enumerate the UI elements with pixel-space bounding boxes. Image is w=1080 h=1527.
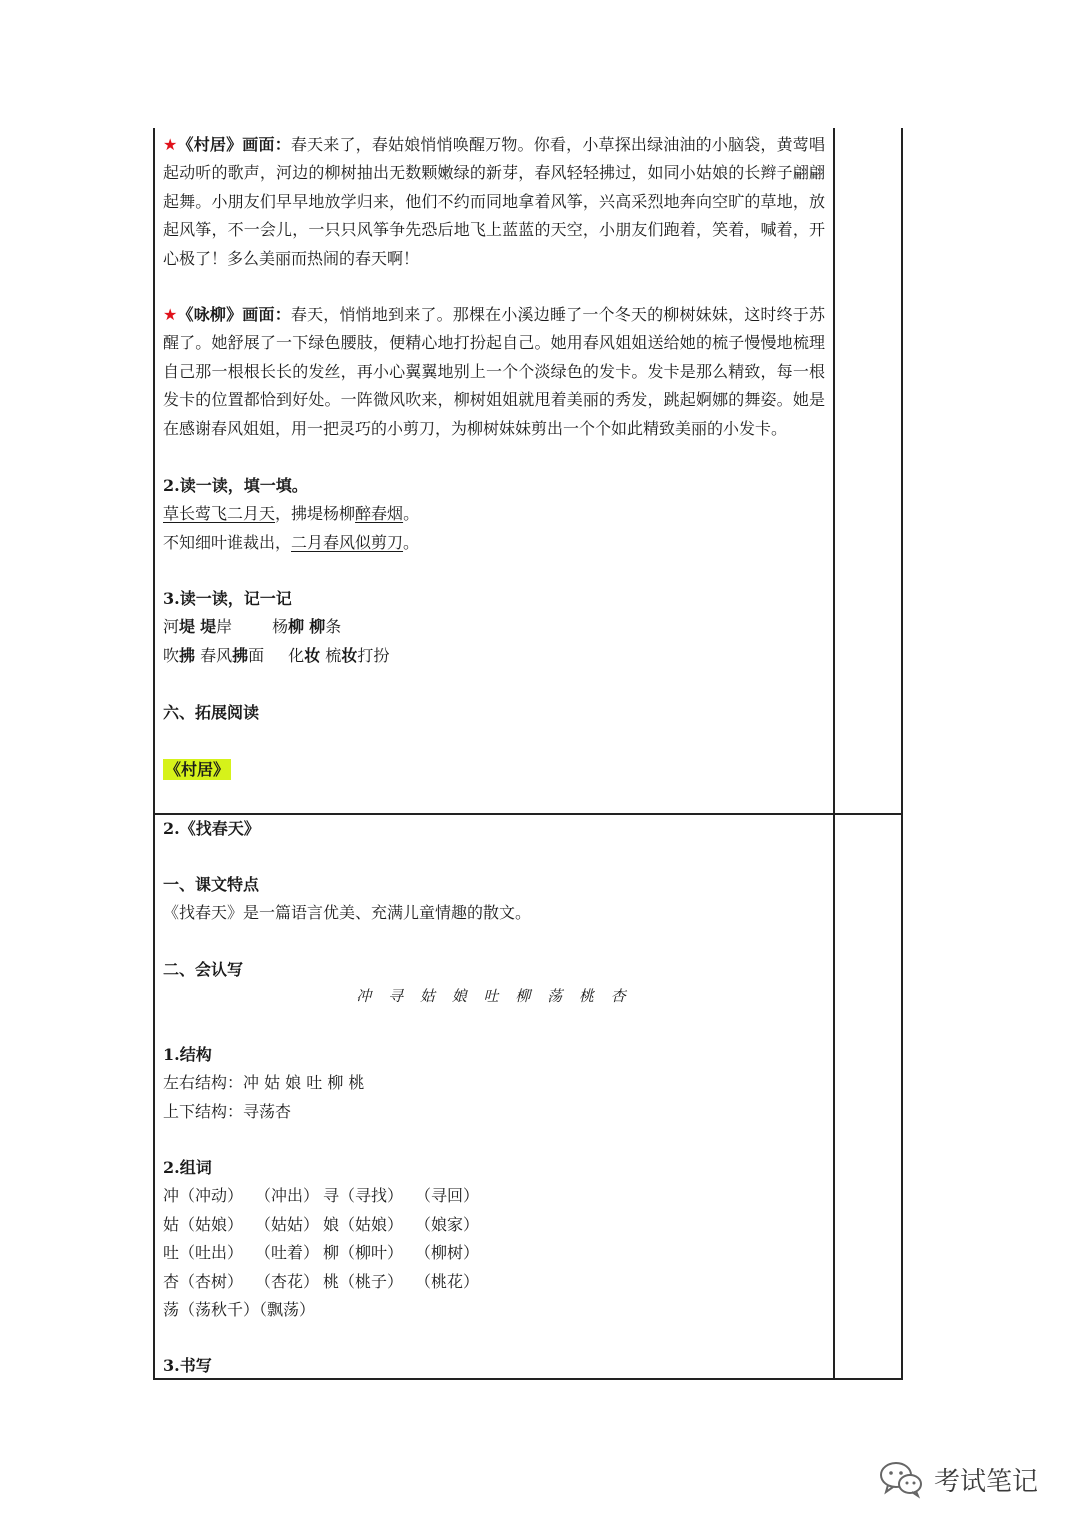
word-char: 河 [163, 617, 180, 637]
char-item: 吐 [483, 987, 505, 1005]
extended-reading-tag-row [163, 756, 825, 784]
text-features-heading: 一、课文特点 [163, 875, 260, 894]
cunju-scene-paragraph [163, 131, 825, 273]
word-char-bold: 拂 [232, 645, 249, 665]
word-char-bold: 拂 [179, 645, 196, 665]
writing-heading: 3.书写 [163, 1356, 212, 1375]
word-group-cell: （姑姑） [255, 1214, 320, 1234]
char-item: 柳 [515, 987, 537, 1005]
word-char-bold: 妆 [304, 645, 321, 665]
word-group-grid [163, 1182, 825, 1296]
word-char: 梳 [325, 645, 342, 665]
poem-line-2 [163, 529, 825, 557]
wechat-icon [878, 1459, 926, 1499]
word-char-bold: 妆 [341, 645, 358, 665]
yongliu-scene-body: 春天，悄悄地到来了。那棵在小溪边睡了一个冬天的柳树妹妹，这时终于苏醒了。她舒展了一下绿色腰肢，便精心地打扮起自己。她用春风姐姐送给她的梳子慢慢地梳理自己那一根根长长的发丝，再小心翼翼地别上一个个淡绿色的发卡。发卡是那么精致，每一根发卡的位置都恰到好处。一阵微风吹来，柳树姐姐就甩着美丽的秀发，跳起婀娜的舞姿。她是在感谢春风姐姐，用一把灵巧的小剪刀，为柳树妹妹剪出一个个如此精致美丽的小发卡。 [163, 305, 825, 438]
wechat-watermark [878, 1454, 1058, 1504]
word-group-cell: （桃花） [415, 1271, 480, 1291]
char-item: 冲 [356, 987, 378, 1005]
table-border-right [901, 128, 903, 1380]
extended-reading-heading: 六、拓展阅读 [163, 703, 260, 722]
star-icon: ★ [163, 305, 178, 324]
word-group-cell: （吐着） [255, 1243, 320, 1263]
structure-left-right: 左右结构：冲 姑 娘 吐 柳 桃 [163, 1073, 365, 1093]
word-group-cell: （寻回） [415, 1186, 480, 1206]
extended-reading-tag: 《村居》 [165, 760, 230, 779]
word-group-section [163, 1154, 825, 1324]
word-group-cell: 姑（姑娘） [163, 1214, 244, 1234]
word-char-bold: 堤 [200, 617, 217, 637]
word-char: 打扮 [357, 645, 390, 665]
read-remember-heading: 3.读一读，记一记 [163, 589, 292, 608]
cunju-scene-body: 春天来了，春姑娘悄悄唤醒万物。你看，小草探出绿油油的小脑袋，黄莺唱起动听的歌声，河边的柳树抽出无数颗嫩绿的新芽，春风轻轻拂过，如同小姑娘的长辫子翩翩起舞。小朋友们早早地放学归来，他们不约而同地拿着风筝，兴高采烈地奔向空旷的草地，放起风筝，不一会儿，一只只风筝争先恐后地飞上蓝蓝的天空，小朋友们跑着，笑着，喊着，开心极了！多么美丽而热闹的春天啊！ [163, 135, 825, 268]
star-icon: ★ [163, 135, 178, 154]
word-char: 条 [325, 617, 342, 637]
word-group-cell: （柳树） [415, 1243, 480, 1263]
word-char-bold: 柳 [309, 617, 326, 637]
word-char-bold: 柳 [288, 617, 305, 637]
cunju-scene-title: 《村居》画面： [177, 135, 291, 154]
char-item: 姑 [419, 987, 441, 1005]
word-char: 春风 [200, 645, 233, 665]
word-char: 杨 [272, 617, 289, 637]
text-features-desc: 《找春天》是一篇语言优美、充满儿童情趣的散文。 [163, 903, 532, 923]
poem-line-2-part-c: 。 [403, 532, 420, 552]
character-list [163, 985, 825, 1006]
word-group-cell: 杏（杏树） [163, 1271, 244, 1291]
word-group-cell: 吐（吐出） [163, 1243, 244, 1263]
text-features-section [163, 871, 825, 928]
poem-line-1-part-d: 醉春烟 [355, 504, 404, 524]
read-remember-section [163, 585, 825, 670]
lesson-title: 2.《找春天》 [163, 819, 260, 838]
word-group-cell: 冲（冲动） [163, 1186, 244, 1206]
word-group-cell: （冲出） [255, 1186, 320, 1206]
word-row-1 [163, 613, 825, 641]
word-group-heading: 2.组词 [163, 1158, 212, 1177]
fill-in-heading: 2.读一读，填一填。 [163, 476, 308, 495]
word-group-cell: （杏花） [255, 1271, 320, 1291]
char-item: 娘 [451, 987, 473, 1005]
word-group-cell: 娘（姑娘） [323, 1214, 404, 1234]
yongliu-scene-title: 《咏柳》画面： [177, 305, 291, 324]
word-group-last-row: 荡（荡秋千）（飘荡） [163, 1300, 316, 1320]
structure-top-bottom: 上下结构：寻荡杏 [163, 1101, 292, 1121]
word-group-cell: 寻（寻找） [323, 1186, 404, 1206]
word-char: 化 [288, 645, 305, 665]
char-item: 杏 [610, 987, 632, 1005]
word-char-bold: 堤 [179, 617, 196, 637]
poem-line-1-part-e: 。 [403, 504, 420, 524]
word-char: 岸 [216, 617, 233, 637]
word-char: 面 [248, 645, 265, 665]
poem-line-1-part-a: 草长莺飞 [163, 504, 228, 524]
watermark-text: 考试笔记 [934, 1466, 1039, 1497]
word-group-cell: 柳（柳叶） [323, 1243, 404, 1263]
poem-line-2-part-b: 二月春风似剪刀 [291, 532, 404, 552]
word-group-cell: （娘家） [415, 1214, 480, 1234]
recognize-write-heading: 二、会认写 [163, 960, 244, 979]
word-group-cell: 桃（桃子） [323, 1271, 404, 1291]
word-row-2 [163, 642, 825, 670]
fill-in-section [163, 472, 825, 557]
poem-line-2-part-a: 不知细叶谁裁出， [163, 532, 292, 552]
char-item: 荡 [547, 987, 569, 1005]
poem-line-1 [163, 500, 825, 528]
char-item: 寻 [388, 987, 410, 1005]
word-char: 吹 [163, 645, 180, 665]
poem-line-1-part-c: ，拂堤杨柳 [275, 504, 356, 524]
poem-line-1-part-b: 二月天 [227, 504, 276, 524]
char-item: 桃 [578, 987, 600, 1005]
structure-section [163, 1041, 825, 1126]
yongliu-scene-paragraph [163, 301, 825, 443]
table-border-left [153, 128, 155, 1380]
structure-heading: 1.结构 [163, 1045, 212, 1064]
table-border-middle [833, 128, 835, 1380]
